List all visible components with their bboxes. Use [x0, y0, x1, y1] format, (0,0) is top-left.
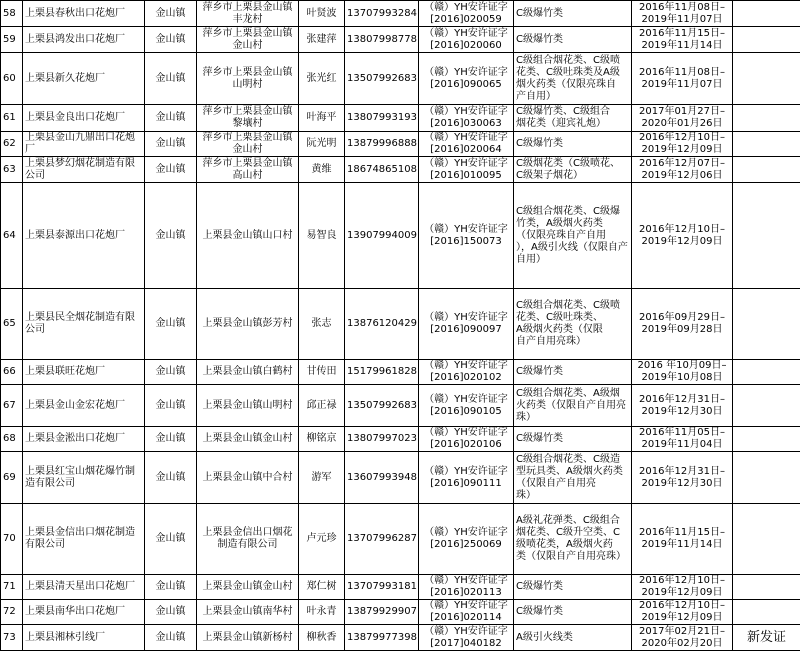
town-cell: 金山镇: [145, 105, 197, 132]
validity-period-cell: 2016年12月10日– 2019年12月09日: [632, 132, 733, 157]
legal-representative-cell: 柳秋香: [299, 625, 345, 651]
license-number-cell: （赣）YH安许证字 [2016]090111: [419, 452, 514, 504]
company-name-cell: 上栗县湘林引线厂: [23, 625, 145, 651]
company-name-cell: 上栗县金淞出口花炮厂: [23, 427, 145, 452]
table-row: [1, 625, 800, 651]
address-cell: 上栗县金山镇彭芳村: [197, 289, 299, 360]
license-number-cell: （赣）YH安许证字 [2016]020114: [419, 600, 514, 625]
table-row: [1, 504, 800, 575]
phone-number-cell: 13907994009: [345, 183, 419, 289]
table-row: [1, 452, 800, 504]
row-number-cell: 63: [1, 157, 23, 183]
town-cell: 金山镇: [145, 385, 197, 427]
town-cell: 金山镇: [145, 360, 197, 385]
address-cell: 萍乡市上栗县金山镇 丰龙村: [197, 1, 299, 27]
legal-representative-cell: 阮光明: [299, 132, 345, 157]
validity-period-cell: 2016年12月10日– 2019年12月09日: [632, 575, 733, 600]
phone-number-cell: 13507992683: [345, 385, 419, 427]
license-number-cell: （赣）YH安许证字 [2016]010095: [419, 157, 514, 183]
legal-representative-cell: 叶永青: [299, 600, 345, 625]
address-cell: 萍乡市上栗县金山镇 黎壤村: [197, 105, 299, 132]
table-body: [1, 1, 800, 651]
town-cell: 金山镇: [145, 1, 197, 27]
legal-representative-cell: 游军: [299, 452, 345, 504]
table-row: [1, 360, 800, 385]
license-number-cell: （赣）YH安许证字 [2016]020113: [419, 575, 514, 600]
town-cell: 金山镇: [145, 132, 197, 157]
license-scope-cell: C级爆竹类: [514, 600, 632, 625]
remark-cell: [733, 157, 800, 183]
row-number-cell: 65: [1, 289, 23, 360]
table-row: [1, 289, 800, 360]
table-row: [1, 157, 800, 183]
company-name-cell: 上栗县金山金宏花炮厂: [23, 385, 145, 427]
validity-period-cell: 2016年11月15日– 2019年11月14日: [632, 504, 733, 575]
table-row: [1, 385, 800, 427]
validity-period-cell: 2016年12月07日– 2019年12月06日: [632, 157, 733, 183]
row-number-cell: 64: [1, 183, 23, 289]
license-scope-cell: A级引火线类: [514, 625, 632, 651]
license-scope-cell: C级组合烟花类、C级爆 竹类，A级烟火药类 （仅限亮珠自产自用 ），A级引火线（仅限自产 自用）: [514, 183, 632, 289]
remark-cell: [733, 360, 800, 385]
row-number-cell: 72: [1, 600, 23, 625]
row-number-cell: 58: [1, 1, 23, 27]
phone-number-cell: 13879996888: [345, 132, 419, 157]
table-row: [1, 53, 800, 105]
town-cell: 金山镇: [145, 53, 197, 105]
license-number-cell: （赣）YH安许证字 [2016]020060: [419, 27, 514, 53]
table-row: [1, 105, 800, 132]
legal-representative-cell: 甘传田: [299, 360, 345, 385]
license-scope-cell: C级组合烟花类、C级喷 花类、C级吐珠类及A级 烟火药类（仅限亮珠自 产自用）: [514, 53, 632, 105]
license-number-cell: （赣）YH安许证字 [2016]250069: [419, 504, 514, 575]
license-number-cell: （赣）YH安许证字 [2016]150073: [419, 183, 514, 289]
license-scope-cell: C级爆竹类、C级组合 烟花类（迎宾礼炮）: [514, 105, 632, 132]
company-name-cell: 上栗县南华出口花炮厂: [23, 600, 145, 625]
license-number-cell: （赣）YH安许证字 [2016]020106: [419, 427, 514, 452]
validity-period-cell: 2016年12月31日– 2019年12月30日: [632, 385, 733, 427]
address-cell: 萍乡市上栗县金山镇 高山村: [197, 157, 299, 183]
phone-number-cell: 13807998778: [345, 27, 419, 53]
row-number-cell: 70: [1, 504, 23, 575]
remark-cell: [733, 53, 800, 105]
address-cell: 上栗县金山镇南华村: [197, 600, 299, 625]
address-cell: 上栗县金信出口烟花 制造有限公司: [197, 504, 299, 575]
row-number-cell: 61: [1, 105, 23, 132]
company-name-cell: 上栗县新久花炮厂: [23, 53, 145, 105]
remark-cell: [733, 289, 800, 360]
table-row: [1, 600, 800, 625]
license-scope-cell: C级组合烟花类、A级烟 火药类（仅限自产自用亮 珠）: [514, 385, 632, 427]
town-cell: 金山镇: [145, 504, 197, 575]
address-cell: 上栗县金山镇金山村: [197, 575, 299, 600]
address-cell: 上栗县金山镇中合村: [197, 452, 299, 504]
validity-period-cell: 2016年12月10日– 2019年12月09日: [632, 183, 733, 289]
remark-cell: [733, 575, 800, 600]
town-cell: 金山镇: [145, 157, 197, 183]
license-scope-cell: C级爆竹类: [514, 1, 632, 27]
license-scope-cell: C级爆竹类: [514, 575, 632, 600]
remark-cell: [733, 600, 800, 625]
license-scope-cell: C级组合烟花类、C级喷 花类、C级吐珠类、 A级烟火药类（仅限 自产自用亮珠）: [514, 289, 632, 360]
legal-representative-cell: 叶贤波: [299, 1, 345, 27]
address-cell: 萍乡市上栗县金山镇 金山村: [197, 132, 299, 157]
phone-number-cell: 13879977398: [345, 625, 419, 651]
remark-cell: 新发证: [733, 625, 800, 651]
validity-period-cell: 2016年09月29日– 2019年09月28日: [632, 289, 733, 360]
validity-period-cell: 2016年11月08日– 2019年11月07日: [632, 1, 733, 27]
license-number-cell: （赣）YH安许证字 [2016]020059: [419, 1, 514, 27]
legal-representative-cell: 张建萍: [299, 27, 345, 53]
phone-number-cell: 13707993181: [345, 575, 419, 600]
remark-cell: [733, 452, 800, 504]
address-cell: 上栗县金山镇新杨村: [197, 625, 299, 651]
row-number-cell: 68: [1, 427, 23, 452]
company-name-cell: 上栗县泰源出口花炮厂: [23, 183, 145, 289]
validity-period-cell: 2016年11月15日– 2019年11月14日: [632, 27, 733, 53]
phone-number-cell: 13707996287: [345, 504, 419, 575]
table-row: [1, 132, 800, 157]
validity-period-cell: 2016 年10月09日– 2019年10月08日: [632, 360, 733, 385]
legal-representative-cell: 邱正禄: [299, 385, 345, 427]
row-number-cell: 71: [1, 575, 23, 600]
table-row: [1, 27, 800, 53]
legal-representative-cell: 张志: [299, 289, 345, 360]
table-row: [1, 1, 800, 27]
company-name-cell: 上栗县金山九鼎出口花炮 厂: [23, 132, 145, 157]
remark-cell: [733, 183, 800, 289]
town-cell: 金山镇: [145, 575, 197, 600]
legal-representative-cell: 叶海平: [299, 105, 345, 132]
license-scope-cell: C级爆竹类: [514, 27, 632, 53]
company-name-cell: 上栗县红宝山烟花爆竹制 造有限公司: [23, 452, 145, 504]
town-cell: 金山镇: [145, 27, 197, 53]
remark-cell: [733, 504, 800, 575]
validity-period-cell: 2016年11月05日– 2019年11月04日: [632, 427, 733, 452]
company-name-cell: 上栗县民全烟花制造有限 公司: [23, 289, 145, 360]
row-number-cell: 69: [1, 452, 23, 504]
phone-number-cell: 13607993948: [345, 452, 419, 504]
company-name-cell: 上栗县联旺花炮厂: [23, 360, 145, 385]
license-number-cell: （赣）YH安许证字 [2017]040182: [419, 625, 514, 651]
phone-number-cell: 13876120429: [345, 289, 419, 360]
license-number-cell: （赣）YH安许证字 [2016]030063: [419, 105, 514, 132]
address-cell: 上栗县金山镇白鹤村: [197, 360, 299, 385]
remark-cell: [733, 105, 800, 132]
address-cell: 上栗县金山镇山口村: [197, 183, 299, 289]
table-row: [1, 427, 800, 452]
validity-period-cell: 2016年11月08日– 2019年11月07日: [632, 53, 733, 105]
phone-number-cell: 13807993193: [345, 105, 419, 132]
town-cell: 金山镇: [145, 600, 197, 625]
company-name-cell: 上栗县清天星出口花炮厂: [23, 575, 145, 600]
license-number-cell: （赣）YH安许证字 [2016]090065: [419, 53, 514, 105]
legal-representative-cell: 张光红: [299, 53, 345, 105]
town-cell: 金山镇: [145, 452, 197, 504]
license-number-cell: （赣）YH安许证字 [2016]020064: [419, 132, 514, 157]
remark-cell: [733, 132, 800, 157]
company-name-cell: 上栗县金良出口花炮厂: [23, 105, 145, 132]
town-cell: 金山镇: [145, 183, 197, 289]
company-name-cell: 上栗县春秋出口花炮厂: [23, 1, 145, 27]
row-number-cell: 62: [1, 132, 23, 157]
phone-number-cell: 15179961828: [345, 360, 419, 385]
company-name-cell: 上栗县鸿发出口花炮厂: [23, 27, 145, 53]
town-cell: 金山镇: [145, 289, 197, 360]
license-scope-cell: C级烟花类（C级喷花、 C级架子烟花）: [514, 157, 632, 183]
company-name-cell: 上栗县金信出口烟花制造 有限公司: [23, 504, 145, 575]
row-number-cell: 73: [1, 625, 23, 651]
company-name-cell: 上栗县梦幻烟花制造有限 公司: [23, 157, 145, 183]
legal-representative-cell: 易智良: [299, 183, 345, 289]
town-cell: 金山镇: [145, 427, 197, 452]
validity-period-cell: 2016年12月10日– 2019年12月09日: [632, 600, 733, 625]
legal-representative-cell: 黄维: [299, 157, 345, 183]
address-cell: 上栗县金山镇金山村: [197, 427, 299, 452]
row-number-cell: 66: [1, 360, 23, 385]
legal-representative-cell: 柳铭京: [299, 427, 345, 452]
table-row: [1, 183, 800, 289]
address-cell: 萍乡市上栗县金山镇 山明村: [197, 53, 299, 105]
address-cell: 上栗县金山镇山明村: [197, 385, 299, 427]
validity-period-cell: 2017年02月21日– 2020年02月20日: [632, 625, 733, 651]
license-scope-cell: C级爆竹类: [514, 427, 632, 452]
phone-number-cell: 13879929907: [345, 600, 419, 625]
row-number-cell: 60: [1, 53, 23, 105]
remark-cell: [733, 27, 800, 53]
phone-number-cell: 13707993284: [345, 1, 419, 27]
legal-representative-cell: 郑仁树: [299, 575, 345, 600]
validity-period-cell: 2016年12月31日– 2019年12月30日: [632, 452, 733, 504]
license-scope-cell: C级组合烟花类、C级造 型玩具类、A级烟火药类 （仅限自产自用亮 珠）: [514, 452, 632, 504]
town-cell: 金山镇: [145, 625, 197, 651]
row-number-cell: 67: [1, 385, 23, 427]
remark-cell: [733, 385, 800, 427]
license-number-cell: （赣）YH安许证字 [2016]090105: [419, 385, 514, 427]
license-number-cell: （赣）YH安许证字 [2016]090097: [419, 289, 514, 360]
address-cell: 萍乡市上栗县金山镇 金山村: [197, 27, 299, 53]
phone-number-cell: 13807997023: [345, 427, 419, 452]
license-scope-cell: C级爆竹类: [514, 360, 632, 385]
license-scope-cell: A级礼花弹类、C级组合 烟花类、C级升空类、C 级喷花类，A级烟火药 类（仅限自产自用亮珠）: [514, 504, 632, 575]
remark-cell: [733, 427, 800, 452]
remark-cell: [733, 1, 800, 27]
phone-number-cell: 13507992683: [345, 53, 419, 105]
row-number-cell: 59: [1, 27, 23, 53]
license-number-cell: （赣）YH安许证字 [2016]020102: [419, 360, 514, 385]
license-scope-cell: C级爆竹类: [514, 132, 632, 157]
phone-number-cell: 18674865108: [345, 157, 419, 183]
validity-period-cell: 2017年01月27日– 2020年01月26日: [632, 105, 733, 132]
table-row: [1, 575, 800, 600]
legal-representative-cell: 卢元珍: [299, 504, 345, 575]
